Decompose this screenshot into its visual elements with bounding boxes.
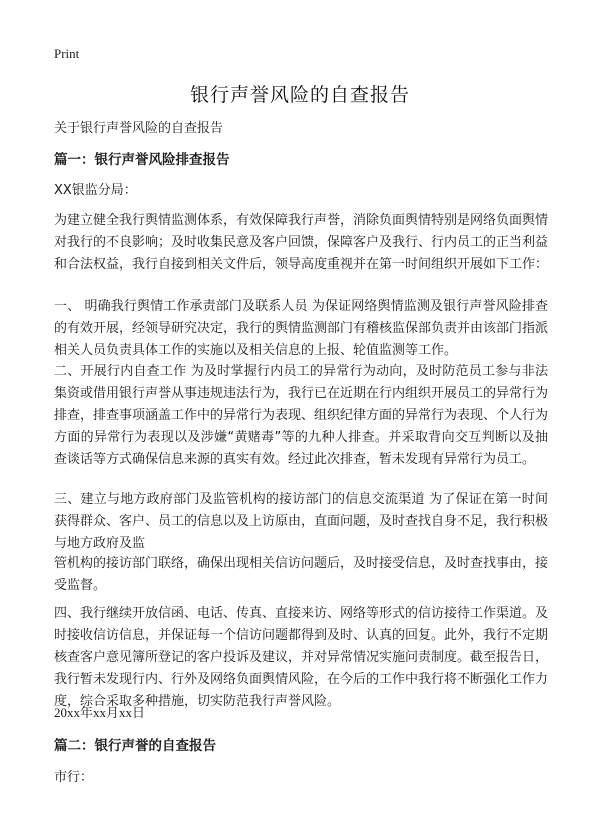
section2-salutation: 市行：: [54, 770, 94, 785]
section1-paragraph-4: 三、建立与地方政府部门及监管机构的接访部门的信息交流渠道 为了保证在第一时间获得群众、客户、员工的信息以及上访原由，直面问题，及时查找自身不足，我行积极与地方政府及监: [54, 492, 549, 551]
section1-salutation: XX银监分局：: [54, 183, 137, 198]
section1-paragraph-1: 为建立健全我行舆情监测体系，有效保障我行声誉，消除负面舆情特别是网络负面舆情对我行的不良影响；及时收集民意及客户回馈，保障客户及我行、行内员工的正当利益和合法权益，我行自接到相关文件后，领导高度重视并在第一时间组织开展如下工作：: [54, 213, 549, 272]
section1-paragraph-2: 一、 明确我行舆情工作承责部门及联系人员 为保证网络舆情监测及银行声誉风险排查的有效开展，经领导研究决定，我行的舆情监测部门有稽核监保部负责并由该部门指派相关人员负责具体工作的实施以及相关信息的上报、轮值监测等工作。: [54, 299, 549, 358]
print-link[interactable]: Print: [54, 46, 80, 61]
section1-paragraph-5: 管机构的接访部门联络，确保出现相关信访问题后，及时接受信息，及时查找事由，接受监督。: [54, 556, 549, 593]
section1-paragraph-6: 四、我行继续开放信函、电话、传真、直接来访、网络等形式的信访接待工作渠道。及时接收信访信息，并保证每一个信访问题都得到及时、认真的回复。此外，我行不定期核查客户意见簿所登记的客户投诉及建议，并对异常情况实施问责制度。截至报告日，我行暂未发现行内、行外及网络负面舆情风险，在今后的工作中我行将不断强化工作力度，综合采取多种措施，切实防范我行声誉风险。: [54, 606, 549, 709]
document-subtitle: 关于银行声誉风险的自查报告: [54, 121, 224, 136]
section2-heading: 篇二：银行声誉的自查报告: [54, 738, 216, 754]
section1-heading: 篇一：银行声誉风险排查报告: [54, 152, 230, 168]
section1-date: 20xx年xx月xx日: [54, 705, 146, 720]
document-title: 银行声誉风险的自查报告: [189, 84, 410, 106]
section1-paragraph-3: 二、开展行内自查工作 为及时掌握行内员工的异常行为动向，及时防范员工参与非法集资或借用银行声誉从事违规违法行为，我行已在近期在行内组织开展员工的异常行为排查，排查事项涵盖工作中的异常行为表现、组织纪律方面的异常行为表现、个人行为方面的异常行为表现以及涉嫌“黄赌毒”等的九种人排查。并采取背向交互判断以及抽查谈话等方式确保信息来源的真实有效。经过此次排查，暂未发现有异常行为员工。: [54, 364, 549, 467]
